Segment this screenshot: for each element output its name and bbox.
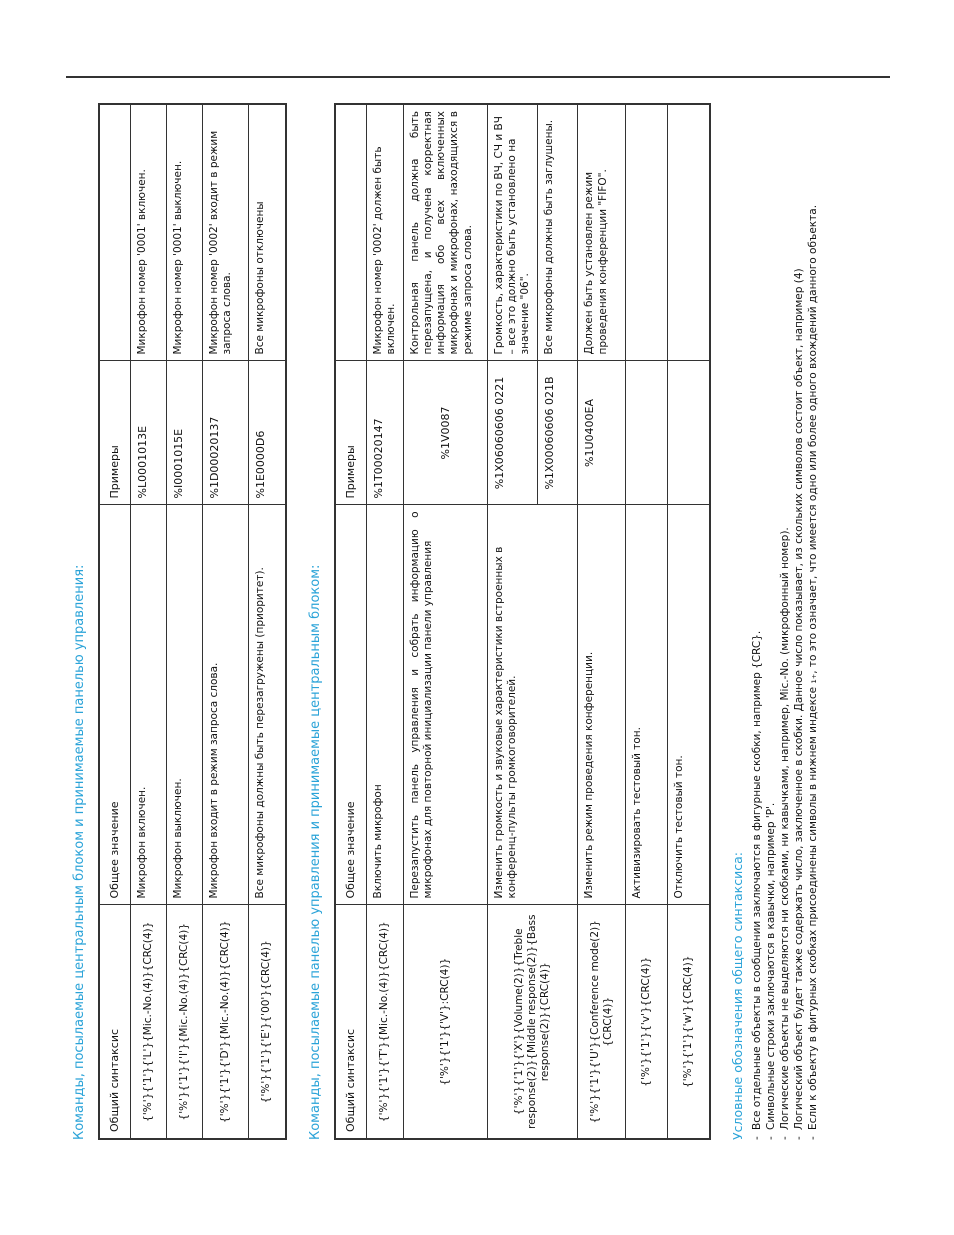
syntax-cell: {'%'}{'1'}{'w'}{CRC(4)} (668, 905, 710, 1139)
table-row (488, 104, 538, 1139)
meaning-cell: Включить микрофон (366, 505, 403, 905)
description-cell (626, 104, 668, 361)
syntax-cell: {'%'}{'1'}{'v'}{CRC(4)} (626, 905, 668, 1139)
syntax-cell: {'%'}{'1'}{'V'}:CRC(4)} (404, 905, 488, 1139)
header-description (335, 104, 366, 361)
description-cell: Микрофон номер '0001' включен. (130, 104, 166, 361)
header-examples: Примеры (335, 361, 366, 505)
header-meaning: Общее значение (99, 505, 130, 905)
description-cell: Должен быть установлен режим проведения конференции "FIFO". (578, 104, 626, 361)
table-header-row (99, 104, 130, 1139)
syntax-cell: {'%'}{'1'}{'D'}{Mic.-No.(4)}{CRC(4)} (202, 905, 248, 1139)
list-item: - Символьные строки заключаются в кавычки, например 'P'. (764, 105, 778, 1140)
table-central-to-panel (98, 103, 287, 1140)
table-row (626, 104, 668, 1139)
table-panel-to-central (334, 103, 711, 1140)
meaning-cell: Перезапустить панель управления и собрать информацию о микрофонах для повторной инициализации панели управления (404, 505, 488, 905)
description-cell: Громкость, характеристики по ВЧ, СЧ и ВЧ – все это должно быть установлено на значение "06". (488, 104, 538, 361)
description-cell: Микрофон номер '0002' входит в режим запроса слова. (202, 104, 248, 361)
meaning-cell: Изменить режим проведения конференции. (578, 505, 626, 905)
section1-title: Команды, посылаемые центральным блоком и принимаемые панелью управления: (72, 564, 87, 1140)
syntax-cell: {'%'}{'1'}{'U'}{Conference mode(2)}{CRC(4)} (578, 905, 626, 1139)
notes-list (750, 105, 820, 1140)
table-row (248, 104, 286, 1139)
list-item: - Логические объекты не выделяются ни скобками, ни кавычками, например, Mic.-No. (микрофонный номер). (778, 105, 792, 1140)
meaning-cell: Активизировать тестовый тон. (626, 505, 668, 905)
syntax-cell: {'%'}{'1'}{'T'}{Mic.-No.(4)}{CRC(4)} (366, 905, 403, 1139)
header-syntax: Общий синтаксис (99, 905, 130, 1139)
section2-title: Команды, посылаемые панелью управления и принимаемые центральным блоком: (308, 564, 323, 1140)
example-cell (626, 361, 668, 505)
list-item: - Все отдельные объекты в сообщении заключаются в фигурные скобки, например {CRC}. (750, 105, 764, 1140)
list-item: - Если к объекту в фигурных скобках присоединены символы в нижнем индексе ₁₊, то это означает, что имеется одно или более одного вхождений данного объекта. (806, 105, 820, 1140)
example-cell (668, 361, 710, 505)
example-cell: %I0001015E (166, 361, 202, 505)
description-cell: Микрофон номер '0002' должен быть включен. (366, 104, 403, 361)
table-header-row (335, 104, 366, 1139)
header-description (99, 104, 130, 361)
description-cell: Все микрофоны должны быть заглушены. (538, 104, 578, 361)
table-row (130, 104, 166, 1139)
meaning-cell: Микрофон выключен. (166, 505, 202, 905)
table-row (578, 104, 626, 1139)
syntax-cell: {'%'}{'1'}{'L'}{Mic.-No.(4)}{CRC(4)} (130, 905, 166, 1139)
table-row (668, 104, 710, 1139)
example-cell: %1D00020137 (202, 361, 248, 505)
syntax-cell: {'%'}{'1'}{'I'}{Mic.-No.(4)}{CRC(4)} (166, 905, 202, 1139)
list-item: - Логический объект будет также содержать число, заключенное в скобки. Данное число показывает, из скольких символов состоит объект, например (4) (792, 105, 806, 1140)
notes-title: Условные обозначения общего синтаксиса: (730, 852, 745, 1140)
syntax-cell: {'%'}{'1'}{'X'}{Volume(2)}{Treble response(2)}{Middle response(2)}{Bass response(2)}{CRC(4)} (488, 905, 578, 1139)
meaning-cell: Все микрофоны должны быть перезагружены (приоритет). (248, 505, 286, 905)
header-meaning: Общее значение (335, 505, 366, 905)
description-cell (668, 104, 710, 361)
table-row (202, 104, 248, 1139)
description-cell: Контрольная панель должна быть перезапущена, и получена корректная информация обо всех включенных микрофонах и микрофонах, находящихся в режиме запроса слова. (404, 104, 488, 361)
example-cell: %1E0000D6 (248, 361, 286, 505)
description-cell: Микрофон номер '0001' выключен. (166, 104, 202, 361)
table-row (404, 104, 488, 1139)
rotated-page-content (72, 100, 840, 1140)
meaning-cell: Микрофон входит в режим запроса слова. (202, 505, 248, 905)
example-cell: %1X00060606 021B (538, 361, 578, 505)
header-examples: Примеры (99, 361, 130, 505)
example-cell: %1U0400EA (578, 361, 626, 505)
meaning-cell: Микрофон включен. (130, 505, 166, 905)
top-rule (66, 76, 890, 78)
header-syntax: Общий синтаксис (335, 905, 366, 1139)
meaning-cell: Отключить тестовый тон. (668, 505, 710, 905)
example-cell: %1T00020147 (366, 361, 403, 505)
example-cell: %1X06060606 0221 (488, 361, 538, 505)
table-row (166, 104, 202, 1139)
table-row (366, 104, 403, 1139)
meaning-cell: Изменить громкость и звуковые характеристики встроенных в конференц-пульты громкоговорителей. (488, 505, 578, 905)
example-cell: %1V0087 (404, 361, 488, 505)
example-cell: %L0001013E (130, 361, 166, 505)
syntax-cell: {'%'}{'1'}{'E'}{'00'}{CRC(4)} (248, 905, 286, 1139)
description-cell: Все микрофоны отключены (248, 104, 286, 361)
